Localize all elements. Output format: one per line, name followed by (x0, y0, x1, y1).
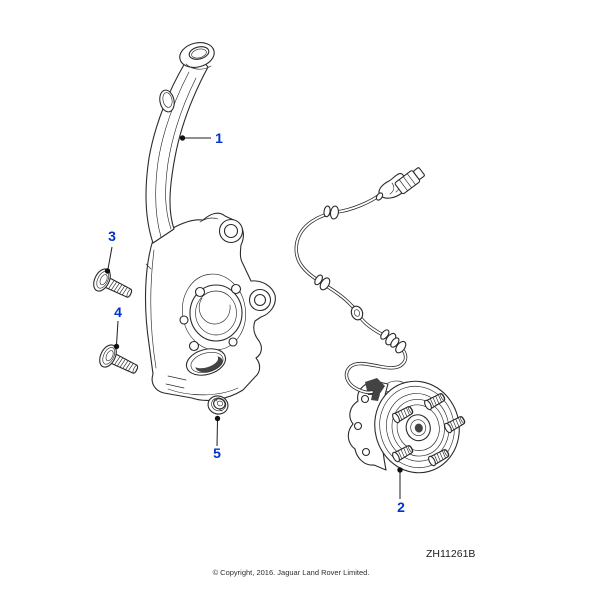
callout-3-leader (108, 247, 112, 269)
callout-4-dot (114, 344, 119, 349)
callout-2-dot (397, 467, 402, 472)
steering-knuckle-drawing (146, 39, 276, 400)
callout-4-leader (117, 321, 119, 345)
callout-5-dot (215, 416, 220, 421)
callout-1-label[interactable]: 1 (215, 130, 223, 146)
callout-3 (105, 228, 116, 274)
copyright-text: © Copyright, 2016. Jaguar Land Rover Limited. (212, 568, 370, 577)
cable-connector (394, 166, 426, 195)
cable-grommet-upper (323, 204, 339, 219)
callout-1 (180, 130, 223, 146)
callout-5-leader (217, 420, 218, 446)
upper-bolt-drawing (90, 266, 136, 304)
abs-sensor-cable-drawing (296, 166, 426, 393)
lower-bolt-drawing (96, 342, 142, 380)
callout-5 (213, 416, 221, 461)
callout-2 (397, 467, 405, 515)
callout-3-dot (105, 268, 110, 273)
callout-5-label[interactable]: 5 (213, 445, 221, 461)
callout-2-label[interactable]: 2 (397, 499, 405, 515)
callout-1-dot (180, 135, 185, 140)
callout-3-label[interactable]: 3 (108, 228, 116, 244)
callout-4-label[interactable]: 4 (114, 304, 122, 320)
diagram-code: ZH11261B (426, 548, 476, 560)
callout-4 (114, 304, 122, 349)
